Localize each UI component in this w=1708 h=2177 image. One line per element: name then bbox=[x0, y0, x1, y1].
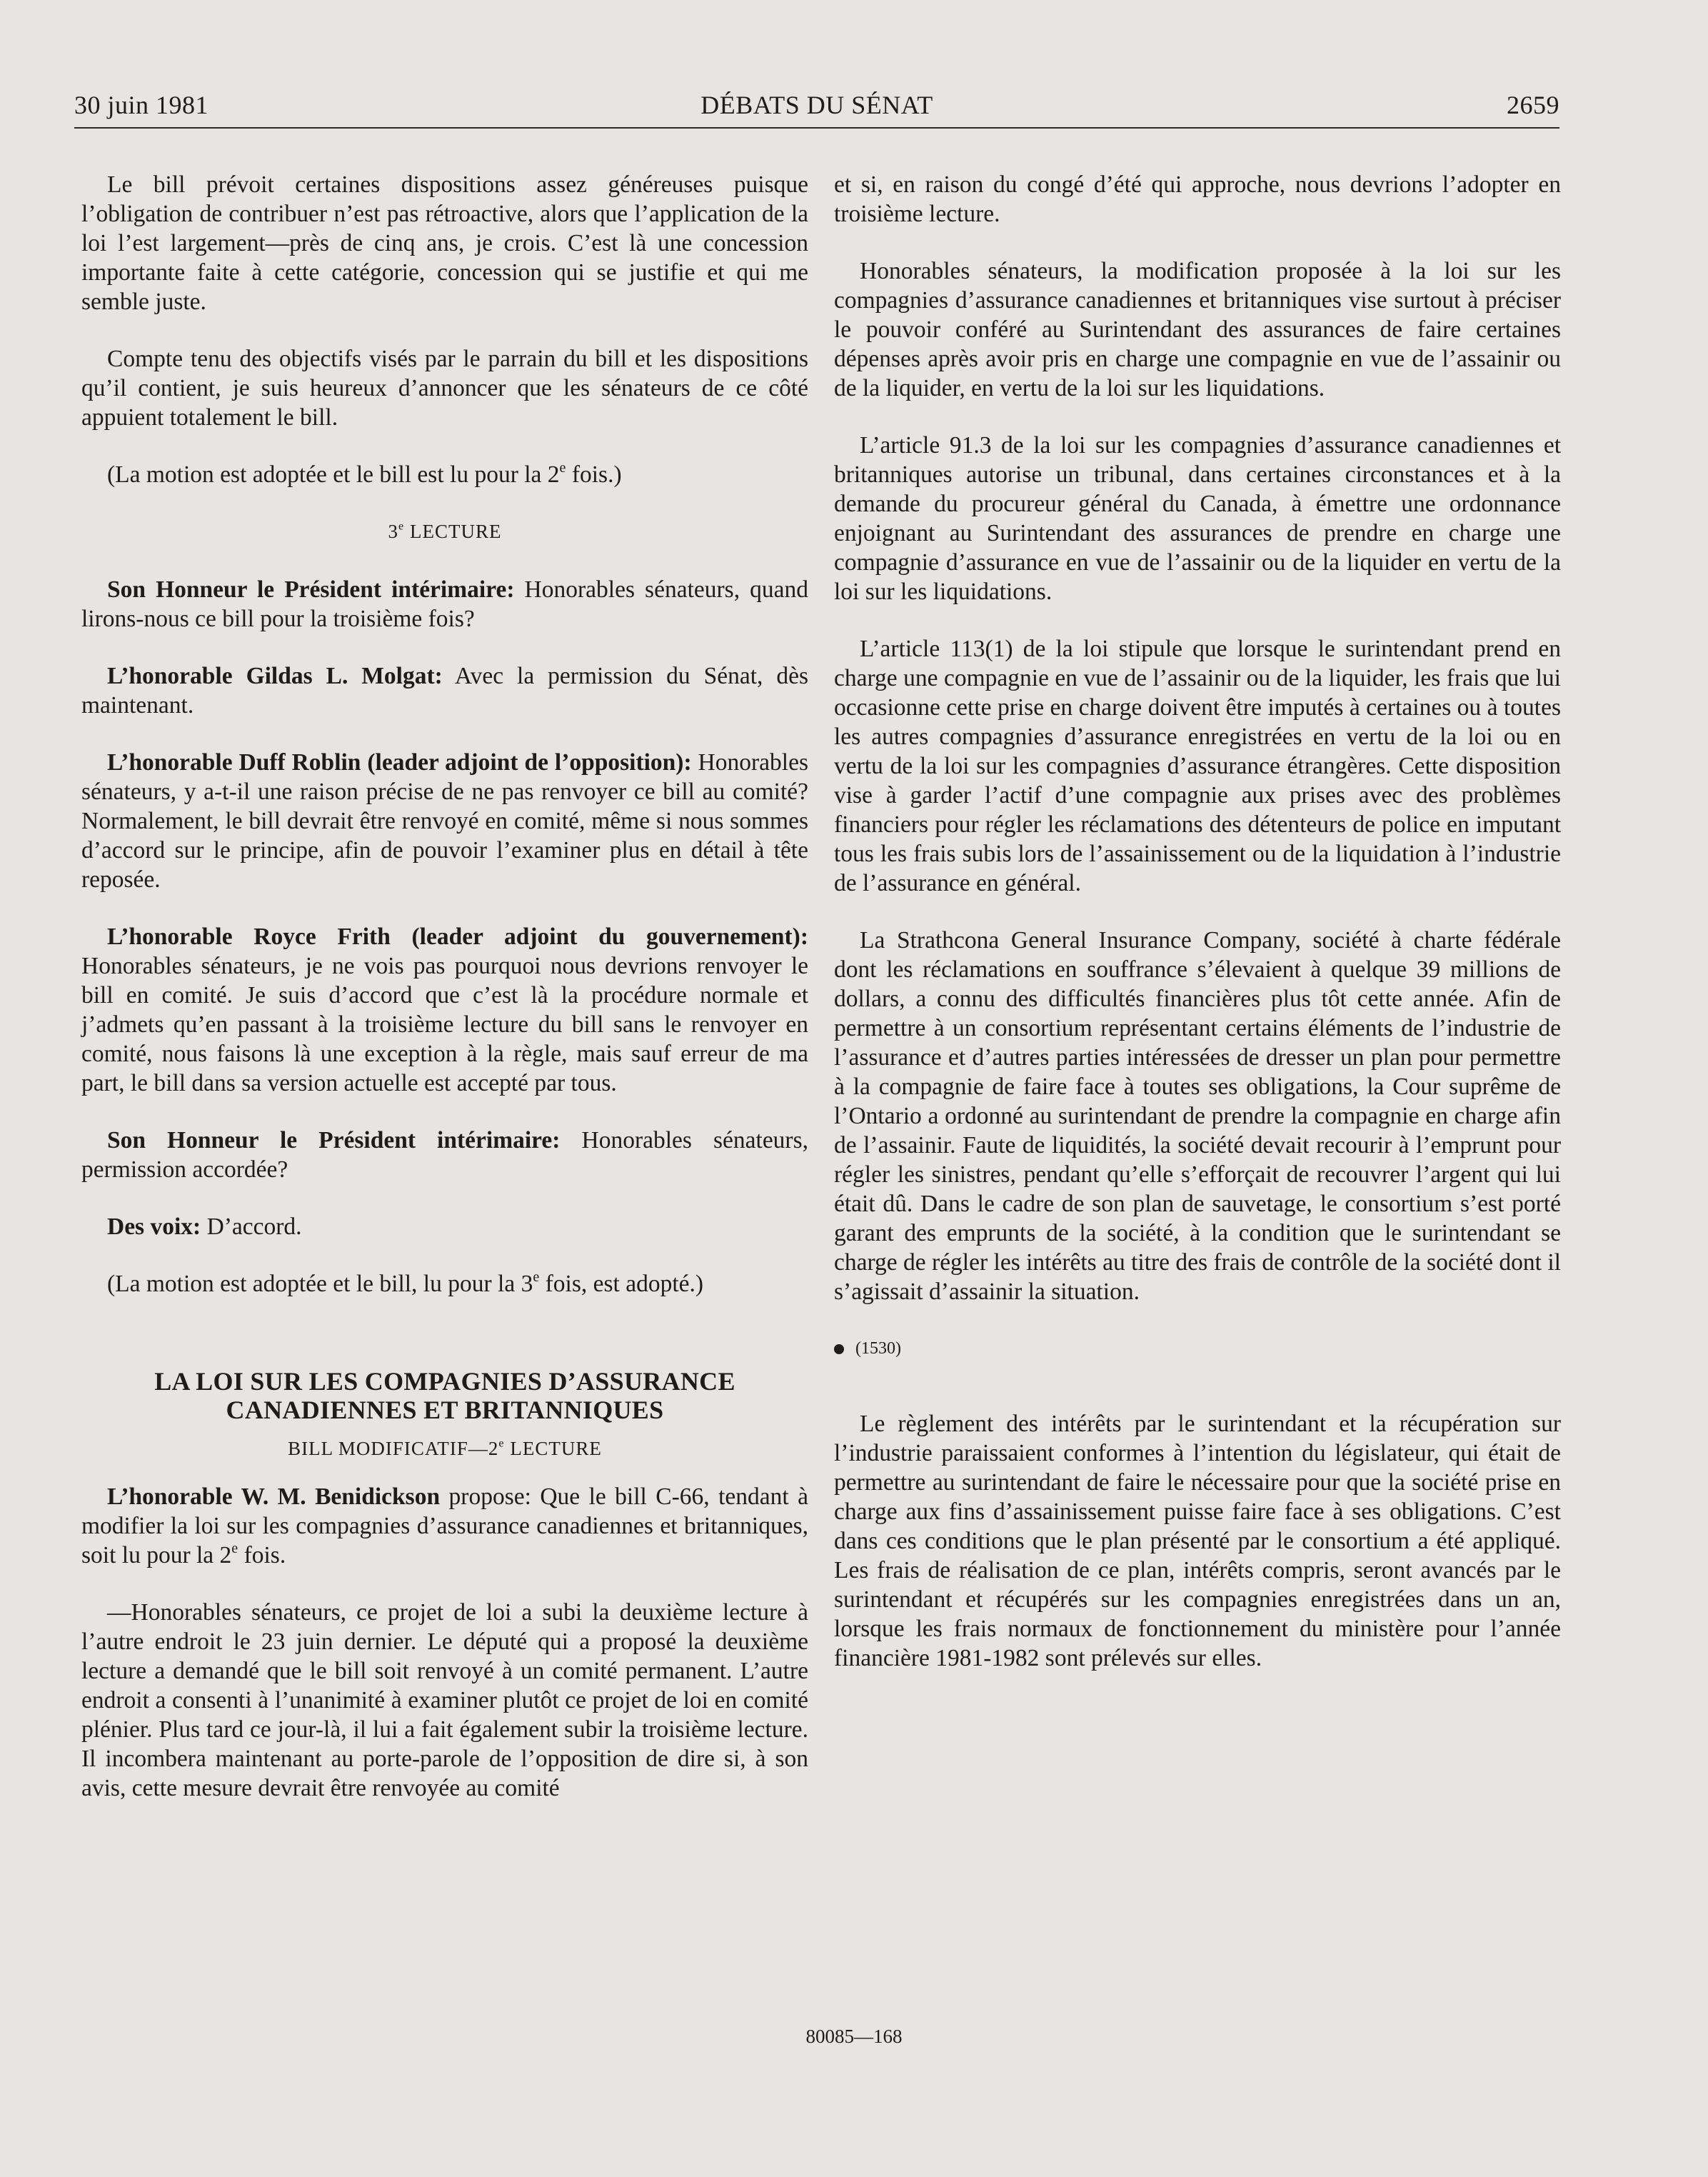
speech: L’honorable Royce Frith (leader adjoint du gouvernement): Honorables sénateurs, je ne vois pas pourquoi nous devrions renvoyer le bill en comité. Je suis d’accord que c’est là la procédure normale et j’admets qu’en passant à la troisième lecture du bill sans le renvoyer en comité, nous faisons là une exception à la règle, mais sauf erreur de ma part, le bill dans sa version actuelle est accepté par tous. bbox=[81, 924, 808, 1096]
motion-note: (La motion est adoptée et le bill est lu pour la 2e fois.) bbox=[107, 459, 622, 488]
paragraph: Honorables sénateurs, la modification proposée à la loi sur les compagnies d’assurance canadiennes et britanniques vise surtout à préciser le pouvoir conféré au Surintendant des assurances de faire certaines dépenses après avoir pris en charge une compagnie en vue de l’assainir ou de la liquider, en vertu de la loi sur les liquidations. bbox=[834, 258, 1561, 401]
time-marker: (1530) bbox=[834, 1334, 1561, 1363]
speaker-name: L’honorable W. M. Benidickson bbox=[107, 1483, 441, 1510]
footer-code: 80085—168 bbox=[805, 2026, 903, 2047]
speaker-name: Son Honneur le Président intérimaire: bbox=[107, 576, 515, 603]
speech: Son Honneur le Président intérimaire: Honorables sénateurs, quand lirons-nous ce bill pour la troisième fois? bbox=[81, 576, 808, 632]
speaker-name: L’honorable Duff Roblin (leader adjoint de l’opposition): bbox=[107, 749, 692, 776]
subheading-third-reading: 3e LECTURE bbox=[388, 519, 502, 542]
speaker-name: L’honorable Royce Frith (leader adjoint du gouvernement): bbox=[107, 924, 808, 950]
paragraph: L’article 91.3 de la loi sur les compagnies d’assurance canadiennes et britanniques autorise un tribunal, dans certaines circonstances et à la demande du procureur général du Canada, à émettre une ordonnance enjoignant au Surintendant des assurances de prendre en charge une compagnie d’assurance en vue de l’assainir ou de la liquider en vertu de la loi sur les liquidations. bbox=[834, 432, 1561, 605]
header-page-number: 2659 bbox=[1507, 91, 1559, 119]
motion-note: (La motion est adoptée et le bill, lu pour la 3e fois, est adopté.) bbox=[107, 1268, 704, 1297]
speech: Des voix: D’accord. bbox=[107, 1213, 302, 1240]
section-title: LA LOI SUR LES COMPAGNIES D’ASSURANCE CANADIENNES ET BRITANNIQUES bbox=[154, 1367, 735, 1424]
speech: L’honorable Duff Roblin (leader adjoint de l’opposition): Honorables sénateurs, y a-t-il une raison précise de ne pas renvoyer ce bill au comité? Normalement, le bill devrait être renvoyé en comité, même si nous sommes d’accord sur le principe, afin de pouvoir l’examiner plus en détail à tête reposée. bbox=[81, 749, 808, 893]
page-header bbox=[74, 86, 1559, 129]
speaker-name: L’honorable Gildas L. Molgat: bbox=[107, 663, 443, 689]
paragraph: et si, en raison du congé d’été qui approche, nous devrions l’adopter en troisième lecture. bbox=[834, 171, 1561, 227]
speech: L’honorable W. M. Benidickson propose: Que le bill C-66, tendant à modifier la loi sur les compagnies d’assurance canadiennes et britanniques, soit lu pour la 2e fois. bbox=[81, 1483, 808, 1568]
paragraph: —Honorables sénateurs, ce projet de loi a subi la deuxième lecture à l’autre endroit le 23 juin dernier. Le député qui a proposé la deuxième lecture a demandé que le bill soit renvoyé à un comité permanent. L’autre endroit a consenti à l’unanimité à examiner plutôt ce projet de loi en comité plénier. Plus tard ce jour-là, il lui a fait également subir la troisième lecture. Il incombera maintenant au porte-parole de l’opposition de dire si, à son avis, cette mesure devrait être renvoyée au comité bbox=[81, 1599, 808, 1801]
header-date: 30 juin 1981 bbox=[74, 91, 209, 119]
bullet-icon bbox=[834, 1344, 844, 1354]
left-column bbox=[81, 170, 808, 1831]
paragraph: La Strathcona General Insurance Company, société à charte fédérale dont les réclamations en souffrance s’élevaient à quelque 39 millions de dollars, a connu des difficultés financières plus tôt cette année. Afin de permettre à un consortium représentant certains éléments de l’industrie de l’assurance et d’autres parties intéressées de dresser un plan pour permettre à la compagnie de faire face à toutes ses obligations, la Cour suprême de l’Ontario a ordonné au surintendant de prendre la compagnie en charge afin de l’assainir. Faute de liquidités, la société devait recourir à l’emprunt pour régler les sinistres, pendant qu’elle s’efforçait de recouvrer l’argent qui lui était dû. Dans le cadre de son plan de sauvetage, le consortium s’est porté garant des emprunts de la société, à la condition que le surintendant se charge de régler les intérêts au titre des frais de contrôle de la société dont il s’agissait d’assainir la situation. bbox=[834, 927, 1561, 1305]
right-column bbox=[834, 170, 1561, 1701]
header-title: DÉBATS DU SÉNAT bbox=[700, 91, 933, 119]
speech: L’honorable Gildas L. Molgat: Avec la permission du Sénat, dès maintenant. bbox=[81, 663, 808, 719]
paragraph: L’article 113(1) de la loi stipule que lorsque le surintendant prend en charge une compagnie en vue de l’assainir ou de la liquider, les frais que lui occasionne cette prise en charge doivent être imputés à certaines ou à toutes les autres compagnies d’assurance enregistrées en vertu de la loi ou en vertu de la loi sur les compagnies d’assurance étrangères. Cette disposition vise à garder l’actif d’une compagnie aux prises avec des problèmes financiers pour régler les réclamations des détenteurs de police en imputant tous les frais subis lors de l’assainissement ou de la liquidation à l’industrie de l’assurance en général. bbox=[834, 636, 1561, 896]
section-subtitle: BILL MODIFICATIF—2e LECTURE bbox=[288, 1436, 602, 1459]
speaker-name: Son Honneur le Président intérimaire: bbox=[107, 1127, 561, 1153]
speech: Son Honneur le Président intérimaire: Honorables sénateurs, permission accordée? bbox=[81, 1127, 809, 1183]
speaker-name: Des voix: bbox=[107, 1213, 201, 1240]
paragraph: Compte tenu des objectifs visés par le parrain du bill et les dispositions qu’il contient, je suis heureux d’annoncer que les sénateurs de ce côté appuient totalement le bill. bbox=[81, 346, 808, 431]
paragraph: Le bill prévoit certaines dispositions assez généreuses puisque l’obligation de contribuer n’est pas rétroactive, alors que l’application de la loi l’est largement—près de cinq ans, je crois. C’est là une concession importante faite à cette catégorie, concession qui se justifie et qui me semble juste. bbox=[81, 171, 808, 315]
paragraph: Le règlement des intérêts par le surintendant et la récupération sur l’industrie paraissaient conformes à l’intention du législateur, qui était de permettre au surintendant de faire le nécessaire pour que la société prise en charge aux fins d’assainissement puisse faire face à ses obligations. C’est dans ces conditions que le plan présenté par le consortium a été appliqué. Les frais de réalisation de ce plan, intérêts compris, seront avancés par le surintendant et récupérés sur les compagnies enregistrées dans un an, lorsque les frais normaux de fonctionnement du ministère pour l’année financière 1981-1982 sont prélevés sur elles. bbox=[834, 1411, 1561, 1671]
